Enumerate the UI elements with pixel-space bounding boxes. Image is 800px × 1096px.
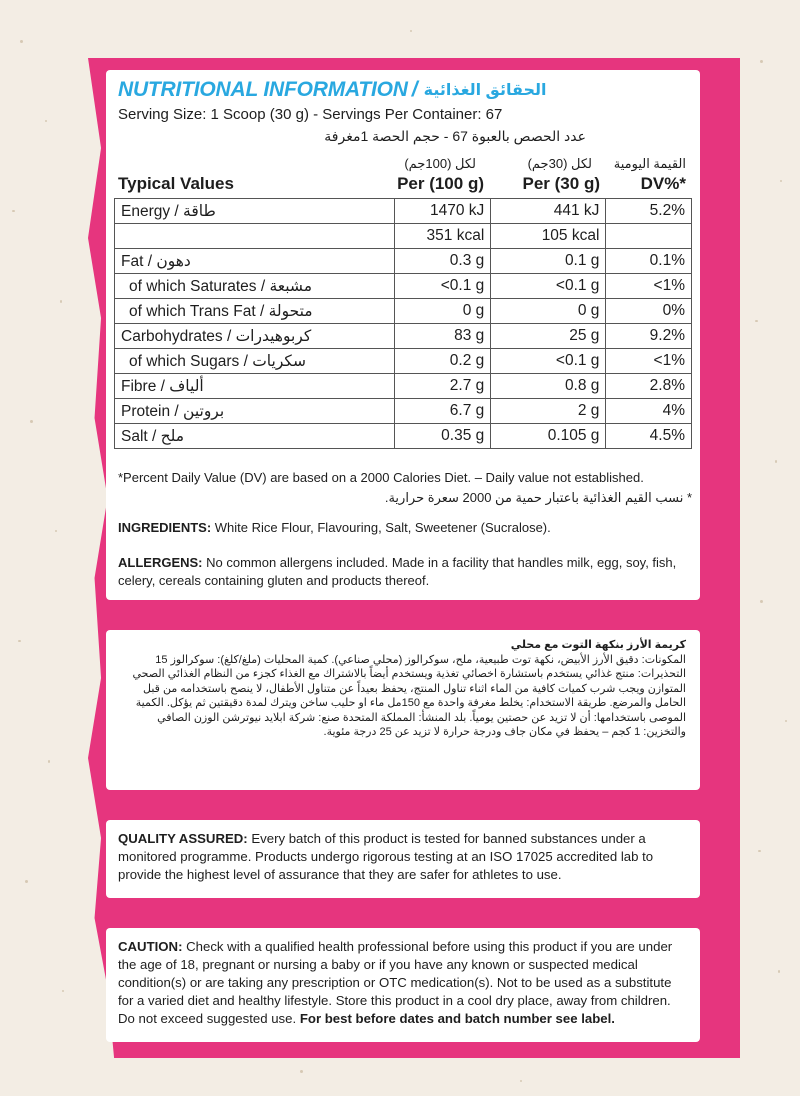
table-row <box>115 424 692 449</box>
dv-footnote: *Percent Daily Value (DV) are based on a 2000 Calories Diet. – Daily value not established. <box>118 470 644 485</box>
row-per30: <0.1 g <box>491 349 606 374</box>
serving-info-ar: عدد الحصص بالعبوة 67 - حجم الحصة 1مغرفة <box>324 128 586 144</box>
row-label: of which Sugars / سكريات <box>115 349 395 374</box>
per100-header-ar: لكل (100جم) <box>404 156 476 171</box>
serving-info: Serving Size: 1 Scoop (30 g) - Servings Per Container: 67 <box>118 106 503 123</box>
arabic-line: المكونات: دقيق الأرز الأبيض، نكهة توت طبيعية، ملح، سوكرالوز (محلي صناعي). كمية المحليات (ملغ/كلغ): سوكرالوز 15 <box>155 653 686 666</box>
row-per30: 0.105 g <box>491 424 606 449</box>
row-per100: 2.7 g <box>394 374 490 399</box>
row-per30: 25 g <box>491 324 606 349</box>
row-dv: 5.2% <box>606 199 692 224</box>
table-row <box>115 274 692 299</box>
nutrition-title-ar: الحقائق الغذائية <box>423 82 547 99</box>
typical-values-header: Typical Values <box>118 174 234 193</box>
row-label: Salt / ملح <box>115 424 395 449</box>
arabic-product-name: كريمة الأرز بنكهة التوت مع محلي <box>510 639 686 651</box>
nutrition-card <box>106 70 700 600</box>
nutrition-title <box>118 76 688 104</box>
table-row <box>115 349 692 374</box>
table-row <box>115 199 692 224</box>
row-dv: 9.2% <box>606 324 692 349</box>
row-label <box>115 224 395 249</box>
row-per30: 0.8 g <box>491 374 606 399</box>
row-label: Fat / دهون <box>115 249 395 274</box>
per30-header: Per (30 g) <box>522 174 600 193</box>
arabic-line: التحذيرات: منتج غذائي يستخدم باستشارة اخصائي تغذية ويستخدم أيضاً بالاشتراك مع الغذاء كجزء من النظام الغذائي الصحي <box>132 668 686 680</box>
row-dv: <1% <box>606 274 692 299</box>
per30-header-ar: لكل (30جم) <box>527 156 592 171</box>
dv-footnote-ar: * نسب القيم الغذائية باعتبار حمية من 2000 سعرة حرارية. <box>384 490 692 505</box>
allergens-label: ALLERGENS: <box>118 555 203 570</box>
quality-body: Every batch of this product is tested for banned substances under a monitored programme. Products undergo rigorous testing at an ISO 17025 accredited lab to provide the highest level of assurance that they are safer for athletes to use. <box>118 831 654 882</box>
caution-label: CAUTION: <box>118 939 183 954</box>
nutrition-table <box>114 198 692 449</box>
row-dv: 0% <box>606 299 692 324</box>
allergens-text: No common allergens included. Made in a facility that handles milk, egg, soy, fish, celery, cereals containing gluten and products thereof. <box>118 555 677 588</box>
arabic-info-card <box>106 630 700 790</box>
caution-text <box>118 938 690 1028</box>
row-label: Protein / بروتين <box>115 399 395 424</box>
allergens <box>118 554 688 590</box>
arabic-line: والتخزين: 1 كجم – يحفظ في مكان جاف ودرجة حرارة لا تزيد عن 25 درجة مئوية. <box>323 726 686 738</box>
table-row <box>115 224 692 249</box>
row-per100: <0.1 g <box>394 274 490 299</box>
row-label: Energy / طاقة <box>115 199 395 224</box>
row-per30: 0 g <box>491 299 606 324</box>
per100-header: Per (100 g) <box>397 174 484 193</box>
row-dv: 0.1% <box>606 249 692 274</box>
table-row <box>115 374 692 399</box>
quality-card <box>106 820 700 898</box>
row-label: Fibre / ألياف <box>115 374 395 399</box>
title-slash: / <box>411 78 418 101</box>
table-row <box>115 399 692 424</box>
arabic-line: الحامل والمرضع. طريقة الاستخدام: يخلط مغرفة واحدة مع 150مل ماء او حليب ساخن ويترك لمدة دقيقتين ثم يؤكل. الكمية <box>135 697 686 709</box>
row-dv: 4% <box>606 399 692 424</box>
table-row <box>115 299 692 324</box>
row-per30: 441 kJ <box>491 199 606 224</box>
row-per100: 0.35 g <box>394 424 490 449</box>
row-dv: 4.5% <box>606 424 692 449</box>
row-per100: 0 g <box>394 299 490 324</box>
quality-label: QUALITY ASSURED: <box>118 831 248 846</box>
row-label: of which Saturates / مشبعة <box>115 274 395 299</box>
row-per30: <0.1 g <box>491 274 606 299</box>
table-row <box>115 324 692 349</box>
arabic-line: الموصى باستخدامها: أن لا تزيد عن حصتين يومياً. بلد المنشأ: المملكة المتحدة صنع: شركة ابلايد نيوترشن الوزن الصافي <box>157 711 686 724</box>
row-dv: <1% <box>606 349 692 374</box>
row-per100: 83 g <box>394 324 490 349</box>
caution-card <box>106 928 700 1042</box>
row-per100: 6.7 g <box>394 399 490 424</box>
ingredients-label: INGREDIENTS: <box>118 520 212 535</box>
row-per100: 1470 kJ <box>394 199 490 224</box>
caution-body: Check with a qualified health professional before using this product if you are under the age of 18, pregnant or nursing a baby or if you have any known or suspected medical condition(s) or are taking any prescription or OTC medication(s). Not to be used as a substitute for a varied diet and healthy lifestyle. Store this product in a cool dry place, away from children. Do not exceed suggested use. <box>118 939 673 1026</box>
ingredients <box>118 520 688 535</box>
row-per30: 2 g <box>491 399 606 424</box>
table-row <box>115 249 692 274</box>
ingredients-text: White Rice Flour, Flavouring, Salt, Sweetener (Sucralose). <box>211 520 551 535</box>
arabic-line: المتوازن ويجب شرب كميات كافية من الماء اثناء تناول المنتج، يحفظ بعيداً عن متناول الأطفال، لا ينصح باستخدامه من قبل <box>143 682 686 695</box>
quality-text <box>118 830 690 884</box>
row-per100: 351 kcal <box>394 224 490 249</box>
row-per30: 105 kcal <box>491 224 606 249</box>
arabic-info-text <box>120 638 686 740</box>
row-dv: 2.8% <box>606 374 692 399</box>
row-dv <box>606 224 692 249</box>
row-label: Carbohydrates / كربوهيدرات <box>115 324 395 349</box>
dv-header-ar: القيمة اليومية <box>613 156 686 171</box>
caution-bold-tail: For best before dates and batch number see label. <box>299 1011 615 1026</box>
nutrition-title-en: NUTRITIONAL INFORMATION <box>118 78 408 101</box>
row-per30: 0.1 g <box>491 249 606 274</box>
dv-header: DV%* <box>640 174 686 193</box>
row-label: of which Trans Fat / متحولة <box>115 299 395 324</box>
row-per100: 0.2 g <box>394 349 490 374</box>
row-per100: 0.3 g <box>394 249 490 274</box>
